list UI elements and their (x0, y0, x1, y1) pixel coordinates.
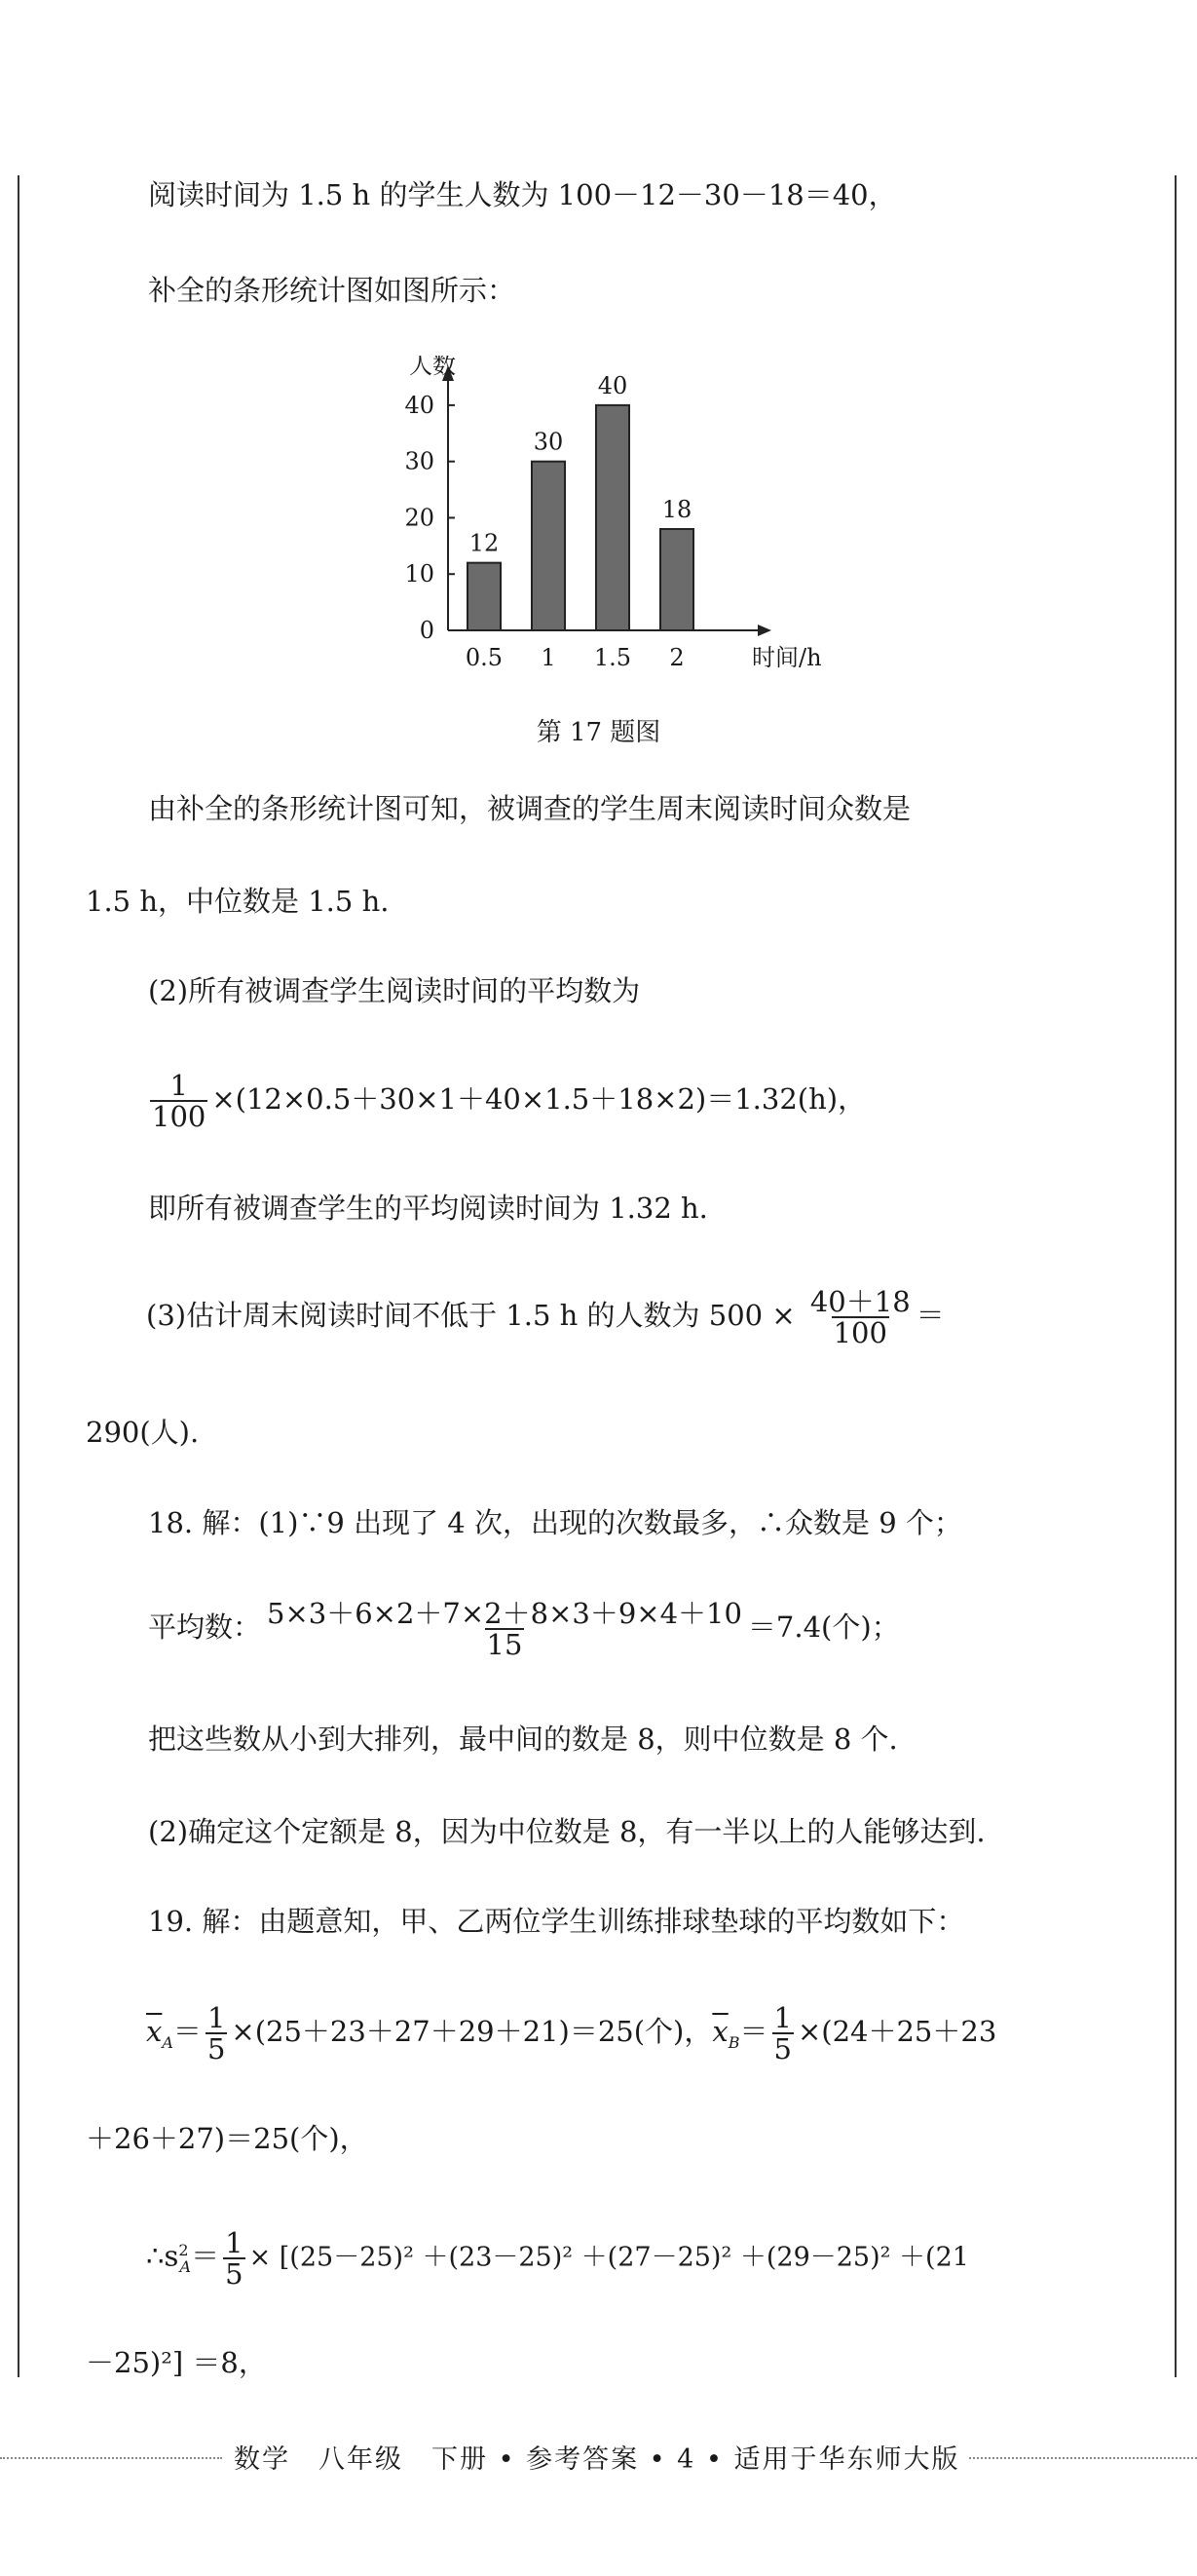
fraction-1-100 (150, 1071, 207, 1131)
fraction-numerator: 1 (773, 2001, 792, 2034)
fraction-denominator: 100 (152, 1100, 206, 1133)
fraction-denominator: 5 (225, 2256, 243, 2291)
text-line-4: 1.5 h，中位数是 1.5 h. (86, 885, 390, 918)
fraction-1-5-b (772, 2003, 794, 2064)
text-line-2: 补全的条形统计图如图所示： (148, 274, 516, 307)
right-margin-line (1175, 175, 1177, 2377)
fraction-denominator: 5 (206, 2032, 226, 2065)
footer-dots-left (0, 2457, 222, 2459)
x-tick-label: 1.5 (593, 644, 632, 671)
equals-sign: ＝ (916, 1299, 945, 1332)
x-tick-label: 0.5 (465, 644, 504, 671)
mean-symbol-a: $\overline{x}$ (146, 2015, 163, 2048)
bar-chart-svg (370, 356, 838, 677)
variance-symbol: ∴s (146, 2239, 179, 2273)
fraction-denominator: 15 (486, 1628, 523, 1661)
fraction-average (265, 1599, 744, 1659)
fraction-numerator: 5×3＋6×2＋7×2＋8×3＋9×4＋10 (267, 1597, 742, 1630)
data-label: 40 (597, 371, 628, 399)
text-line-18: －25)²] ＝8， (86, 2346, 267, 2379)
bar (532, 462, 565, 630)
fraction-numerator: 1 (169, 1069, 188, 1102)
text-line-11 (148, 1598, 900, 1659)
x-tick-label: 1 (541, 644, 556, 671)
estimate-text: (3)估计周末阅读时间不低于 1.5 h 的人数为 500 × (146, 1299, 796, 1332)
equals-sign: ＝ (172, 2015, 202, 2048)
footer-dots-right (969, 2457, 1197, 2459)
data-label: 30 (533, 428, 564, 456)
footer-text: 数学 八年级 下册 • 参考答案 • 4 • 适用于华东师大版 (234, 2444, 960, 2475)
mean-a-expression: ×(25＋23＋27＋29＋21)＝25(个)， (231, 2015, 713, 2048)
text-line-10: 18. 解：(1)∵9 出现了 4 次，出现的次数最多，∴众数是 9 个； (148, 1506, 962, 1539)
text-line-17 (146, 2221, 969, 2296)
text-line-3: 由补全的条形统计图可知，被调查的学生周末阅读时间众数是 (148, 792, 912, 825)
mean-symbol-b: $\overline{x}$ (712, 2015, 729, 2048)
text-line-15 (146, 2002, 996, 2072)
text-line-7: 即所有被调查学生的平均阅读时间为 1.32 h. (148, 1192, 708, 1225)
fraction-numerator: 1 (206, 2001, 226, 2034)
bar (596, 405, 629, 630)
equals-sign: ＝ (739, 2015, 768, 2048)
bar (660, 529, 693, 630)
average-result: ＝7.4(个)； (747, 1610, 900, 1644)
x-tick-label: 2 (669, 644, 685, 671)
superscript-2: 2 (178, 2241, 189, 2259)
y-tick-label: 40 (404, 391, 434, 419)
fraction-numerator: 40＋18 (809, 1285, 911, 1318)
figure-caption: 第 17 题图 (536, 718, 661, 747)
text-line-1: 阅读时间为 1.5 h 的学生人数为 100－12－30－18＝40， (148, 178, 897, 211)
y-tick-label: 30 (404, 447, 434, 475)
text-line-6 (146, 1070, 866, 1131)
variance-expression: × [(25－25)² ＋(23－25)² ＋(27－25)² ＋(29－25)² ＋(21 (248, 2242, 969, 2273)
y-tick-label: 20 (404, 504, 434, 532)
fraction-denominator: 100 (833, 1316, 887, 1349)
data-label: 18 (661, 496, 692, 523)
text-line-8 (146, 1286, 945, 1347)
text-line-16: ＋26＋27)＝25(个)， (86, 2122, 368, 2155)
text-line-14: 19. 解：由题意知，甲、乙两位学生训练排球垫球的平均数如下： (148, 1905, 965, 1938)
bar-chart (370, 356, 838, 677)
text-line-13: (2)确定这个定额是 8，因为中位数是 8，有一半以上的人能够达到. (148, 1815, 986, 1848)
mean-expression: ×(12×0.5＋30×1＋40×1.5＋18×2)＝1.32(h)， (211, 1082, 867, 1116)
y-axis-label: 人数 (409, 356, 456, 379)
data-label: 12 (468, 529, 500, 557)
fraction-1-5-variance (223, 2225, 244, 2291)
fraction-1-5-a (206, 2003, 227, 2064)
fraction-numerator: 1 (225, 2225, 243, 2259)
text-line-9: 290(人). (86, 1416, 200, 1449)
average-label: 平均数： (148, 1610, 262, 1644)
subscript-a: A (162, 2032, 173, 2052)
x-axis-label: 时间/h (752, 644, 822, 671)
text-line-5: (2)所有被调查学生阅读时间的平均数为 (148, 974, 641, 1007)
fraction-58-100 (808, 1287, 913, 1347)
subscript-b: B (728, 2032, 740, 2052)
subscript-a: A (179, 2257, 192, 2277)
left-margin-line (18, 175, 19, 2377)
fraction-denominator: 5 (773, 2032, 792, 2065)
y-tick-label: 0 (419, 617, 434, 644)
x-axis-arrow (758, 625, 771, 636)
equals-sign: ＝ (191, 2239, 220, 2273)
page-footer (0, 2436, 1197, 2479)
text-line-12: 把这些数从小到大排列，最中间的数是 8，则中位数是 8 个. (148, 1723, 898, 1756)
bar (468, 563, 501, 630)
y-tick-label: 10 (404, 560, 434, 588)
mean-b-expression: ×(24＋25＋23 (797, 2015, 997, 2048)
